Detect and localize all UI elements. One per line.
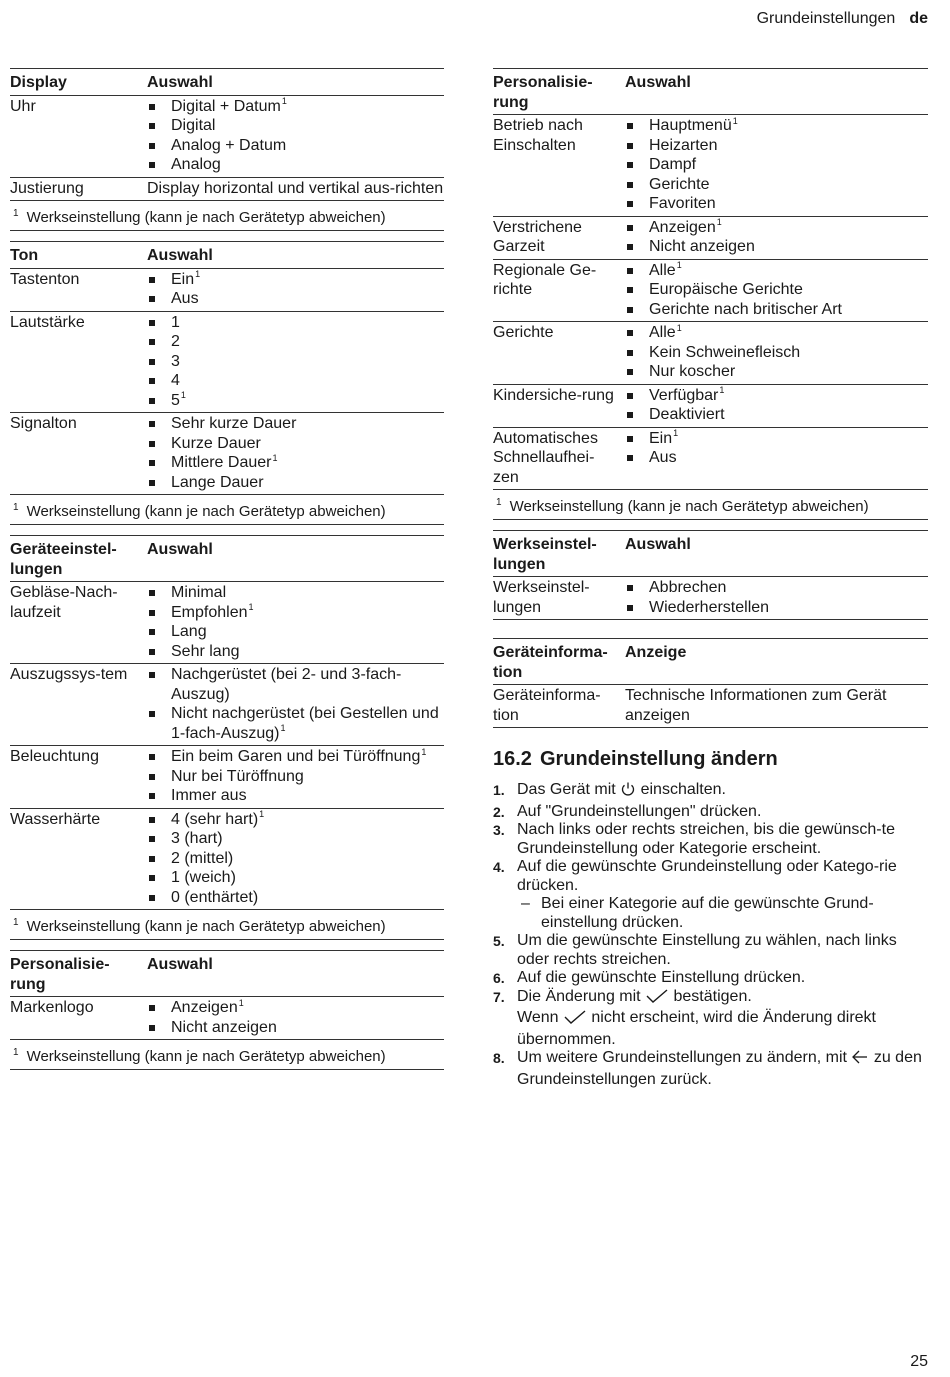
default-marker: 1 (259, 809, 265, 820)
option-item: 4 (147, 371, 444, 391)
step-text: Das Gerät mit einschalten. (517, 781, 928, 803)
option-list (147, 583, 444, 661)
option-list (625, 218, 928, 257)
step-number: 8. (493, 1050, 505, 1066)
option-item: Nicht anzeigen (625, 237, 928, 257)
table-row (10, 312, 444, 414)
option-item: Nicht nachgerüstet (bei Gestellen und 1-fach-Auszug)$^1$ (147, 704, 444, 743)
setting-name: Markenlogo (10, 999, 94, 1016)
table-header (10, 536, 444, 582)
setting-name: Signalton (10, 415, 77, 432)
table-header (493, 69, 928, 115)
option-item: Heizarten (625, 136, 928, 156)
option-item: Hauptmenü$^1$ (625, 116, 928, 136)
settings-table (493, 530, 928, 620)
setting-name: Wasserhärte (10, 810, 101, 828)
table-header (10, 951, 444, 997)
step-item (493, 1049, 928, 1089)
header-cell: Anzeige (625, 644, 687, 661)
table-footnote: $^1$ Werkseinstellung (kann je nach Gerätetyp abweichen) (10, 910, 444, 940)
step-item (493, 969, 928, 988)
default-marker: 1 (676, 260, 682, 271)
setting-value (625, 116, 928, 214)
table-row (10, 997, 444, 1040)
table-header (493, 639, 928, 685)
setting-value (147, 810, 444, 908)
setting-value (147, 747, 444, 806)
setting-name: Gebläse-Nach-laufzeit (10, 584, 118, 621)
table-footnote: $^1$ Werkseinstellung (kann je nach Gerätetyp abweichen) (10, 201, 444, 231)
table-footnote: $^1$ Werkseinstellung (kann je nach Gerätetyp abweichen) (493, 490, 928, 520)
setting-name: Regionale Ge-richte (493, 261, 597, 298)
settings-table (493, 68, 928, 520)
left-column (10, 68, 444, 1080)
default-marker: 1 (421, 746, 427, 757)
table-row (10, 664, 444, 746)
footnote-number: 1 (13, 208, 19, 219)
right-column (493, 68, 928, 1089)
setting-name: Auszugssys-tem (10, 666, 128, 683)
setting-value (625, 218, 928, 257)
option-item: Gerichte (625, 175, 928, 195)
table-row (493, 385, 928, 428)
step-number: 2. (493, 803, 505, 820)
option-item: Kein Schweinefleisch (625, 343, 928, 363)
setting-name: Betrieb nach Einschalten (493, 117, 583, 154)
step-text: Auf "Grundeinstellungen" drücken. (517, 802, 762, 820)
settings-table (10, 241, 444, 525)
setting-value (625, 386, 928, 425)
step-text: Die Änderung mit bestätigen. (517, 988, 928, 1010)
option-item: Ein$^1$ (625, 429, 928, 449)
setting-value (625, 429, 928, 488)
step-item (493, 932, 928, 969)
default-marker: 1 (248, 602, 254, 613)
option-item: Anzeigen$^1$ (147, 998, 444, 1018)
section-title (493, 748, 928, 771)
option-item: Nicht anzeigen (147, 1018, 444, 1038)
step-number: 6. (493, 970, 505, 986)
option-item: Abbrechen (625, 578, 928, 598)
table-footnote: $^1$ Werkseinstellung (kann je nach Gerätetyp abweichen) (10, 495, 444, 525)
setting-name: Uhr (10, 97, 36, 115)
table-row (493, 685, 928, 728)
table-row (493, 115, 928, 217)
default-marker: 1 (719, 385, 725, 396)
settings-table (10, 68, 444, 231)
section-number: 16.2 (493, 748, 532, 770)
header-cell: Auswahl (625, 536, 691, 553)
setting-value (147, 998, 444, 1037)
option-item: Sehr lang (147, 642, 444, 662)
table-row (10, 269, 444, 312)
option-list (625, 323, 928, 382)
option-item: 2 (mittel) (147, 849, 444, 869)
option-item: Mittlere Dauer$^1$ (147, 453, 444, 473)
step-number: 4. (493, 859, 505, 875)
power-icon (620, 781, 636, 803)
option-item: Sehr kurze Dauer (147, 414, 444, 434)
option-item: 1 (147, 313, 444, 333)
setting-name: Beleuchtung (10, 748, 99, 765)
page-number: 25 (910, 1353, 928, 1370)
default-marker: 1 (195, 269, 201, 280)
default-marker: 1 (716, 217, 722, 228)
table-header (493, 531, 928, 577)
option-list (625, 116, 928, 214)
table-row (10, 809, 444, 911)
setting-value: Technische Informationen zum Gerät anzeigen (625, 687, 887, 724)
option-item: Gerichte nach britischer Art (625, 300, 928, 320)
option-item: Alle$^1$ (625, 323, 928, 343)
setting-value (147, 313, 444, 411)
header-cell: Display (10, 74, 67, 91)
setting-name: Werkseinstel-lungen (493, 579, 590, 616)
section-heading: Grundeinstellung ändern (539, 748, 778, 770)
table-row (493, 577, 928, 620)
sub-step: – Bei einer Kategorie auf die gewünschte Grund-einstellung drücken. (521, 895, 874, 931)
setting-name: Justierung (10, 179, 84, 197)
default-marker: 1 (180, 390, 186, 401)
setting-name: Automatisches Schnellaufhei-zen (493, 429, 598, 486)
table-header (10, 69, 444, 96)
table-footnote: $^1$ Werkseinstellung (kann je nach Gerätetyp abweichen) (10, 1040, 444, 1070)
table-row (10, 746, 444, 809)
option-item: Dampf (625, 155, 928, 175)
header-cell: Auswahl (147, 247, 213, 264)
option-item: Digital + Datum$^1$ (147, 97, 444, 117)
step-text: Um weitere Grundeinstellungen zu ändern, mit zu den Grundeinstellungen zurück. (517, 1049, 922, 1088)
option-item: Analog (147, 155, 444, 175)
step-item (493, 781, 928, 803)
step-number: 5. (493, 933, 505, 949)
step-text: Auf die gewünschte Grundeinstellung oder Katego-rie drücken. (517, 858, 897, 894)
table-row (493, 322, 928, 385)
header-cell: Werkseinstel-lungen (493, 536, 597, 573)
option-item: Favoriten (625, 194, 928, 214)
setting-value (625, 323, 928, 382)
option-list (625, 429, 928, 468)
setting-name: Tastenton (10, 270, 80, 288)
option-item: 2 (147, 332, 444, 352)
step-text: Auf die gewünschte Einstellung drücken. (517, 969, 806, 986)
table-row (493, 428, 928, 491)
default-marker: 1 (676, 322, 682, 333)
option-item: Nur koscher (625, 362, 928, 382)
setting-name: Kindersiche-rung (493, 386, 614, 404)
option-list (625, 386, 928, 425)
header-cell: Auswahl (147, 956, 213, 973)
option-list (625, 578, 928, 617)
table-row (10, 582, 444, 664)
back-arrow-icon (851, 1049, 869, 1071)
step-number: 1. (493, 782, 505, 798)
setting-name: Gerichte (493, 324, 554, 341)
option-item: Digital (147, 116, 444, 136)
option-list (147, 665, 444, 743)
header-cell: Auswahl (147, 541, 213, 558)
option-item: Lange Dauer (147, 473, 444, 493)
setting-value (147, 270, 444, 309)
option-list (147, 747, 444, 806)
option-list (147, 414, 444, 492)
option-item: Empfohlen$^1$ (147, 603, 444, 623)
option-item: Europäische Gerichte (625, 280, 928, 300)
option-list (147, 810, 444, 908)
header-cell: Personalisie-rung (493, 74, 593, 111)
footnote-number: 1 (13, 917, 19, 928)
header-cell: Personalisie-rung (10, 956, 110, 993)
option-item: Anzeigen$^1$ (625, 218, 928, 238)
table-row (10, 96, 444, 178)
step-item (493, 858, 928, 932)
setting-value: Display horizontal und vertikal aus-richten (147, 179, 444, 197)
setting-value (625, 261, 928, 320)
default-marker: 1 (281, 96, 287, 107)
table-row (10, 413, 444, 495)
footnote-number: 1 (496, 497, 502, 508)
settings-table (493, 638, 928, 728)
option-item: Immer aus (147, 786, 444, 806)
header-cell: Ton (10, 247, 39, 264)
default-marker: 1 (272, 452, 278, 463)
step-number: 3. (493, 822, 505, 838)
footnote-number: 1 (13, 502, 19, 513)
settings-table (10, 535, 444, 940)
option-item: Verfügbar$^1$ (625, 386, 928, 406)
table-header (10, 242, 444, 269)
option-item: 5$^1$ (147, 391, 444, 411)
option-list (147, 998, 444, 1037)
option-item: Deaktiviert (625, 405, 928, 425)
setting-value (147, 665, 444, 743)
option-item: 1 (weich) (147, 868, 444, 888)
setting-value (147, 583, 444, 661)
table-row (493, 260, 928, 323)
page-header (757, 10, 928, 28)
option-list (147, 270, 444, 309)
option-item: 0 (enthärtet) (147, 888, 444, 908)
step-text: Nach links oder rechts streichen, bis die gewünsch-te Grundeinstellung oder Kategorie erscheint. (517, 821, 895, 857)
setting-value (625, 578, 928, 617)
setting-value (147, 414, 444, 492)
instruction-steps (493, 781, 928, 1089)
step-number: 7. (493, 988, 505, 1005)
step-item (493, 988, 928, 1050)
option-item: Alle$^1$ (625, 261, 928, 281)
table-row (10, 178, 444, 202)
default-marker: 1 (280, 723, 286, 734)
step-item (493, 803, 928, 822)
header-cell: Auswahl (625, 74, 691, 91)
settings-table (10, 950, 444, 1070)
option-item: 3 (hart) (147, 829, 444, 849)
setting-value (147, 97, 444, 175)
header-cell: Auswahl (147, 74, 213, 91)
option-list (147, 313, 444, 411)
setting-name: Verstrichene Garzeit (493, 218, 582, 255)
option-item: 4 (sehr hart)$^1$ (147, 810, 444, 830)
option-item: Aus (147, 289, 444, 309)
option-item: Minimal (147, 583, 444, 603)
checkmark-icon (563, 1009, 587, 1031)
option-item: Kurze Dauer (147, 434, 444, 454)
dash-marker: – (521, 895, 530, 912)
setting-name: Lautstärke (10, 313, 85, 331)
option-list (625, 261, 928, 320)
option-item: Ein$^1$ (147, 270, 444, 290)
setting-name: Geräteinforma-tion (493, 687, 601, 724)
step-item (493, 821, 928, 858)
step-text: Um die gewünschte Einstellung zu wählen, nach links oder rechts streichen. (517, 932, 897, 968)
header-cell: Geräteinforma-tion (493, 644, 608, 681)
option-item: Nachgerüstet (bei 2- und 3-fach-Auszug) (147, 665, 444, 704)
default-marker: 1 (238, 997, 244, 1008)
language-code: de (909, 10, 928, 27)
footnote-number: 1 (13, 1047, 19, 1058)
header-title: Grundeinstellungen (756, 10, 896, 27)
default-marker: 1 (732, 115, 738, 126)
option-list (147, 97, 444, 175)
table-row (493, 217, 928, 260)
step-extra: Wenn nicht erscheint, wird die Änderung direkt übernommen. (517, 1009, 876, 1048)
checkmark-icon (645, 988, 669, 1010)
default-marker: 1 (673, 428, 679, 439)
option-item: Wiederherstellen (625, 598, 928, 618)
option-item: Aus (625, 448, 928, 468)
option-item: Nur bei Türöffnung (147, 767, 444, 787)
option-item: Analog + Datum (147, 136, 444, 156)
option-item: 3 (147, 352, 444, 372)
option-item: Lang (147, 622, 444, 642)
option-item: Ein beim Garen und bei Türöffnung$^1$ (147, 747, 444, 767)
header-cell: Geräteeinstel-lungen (10, 541, 117, 578)
right-tables (493, 68, 928, 728)
